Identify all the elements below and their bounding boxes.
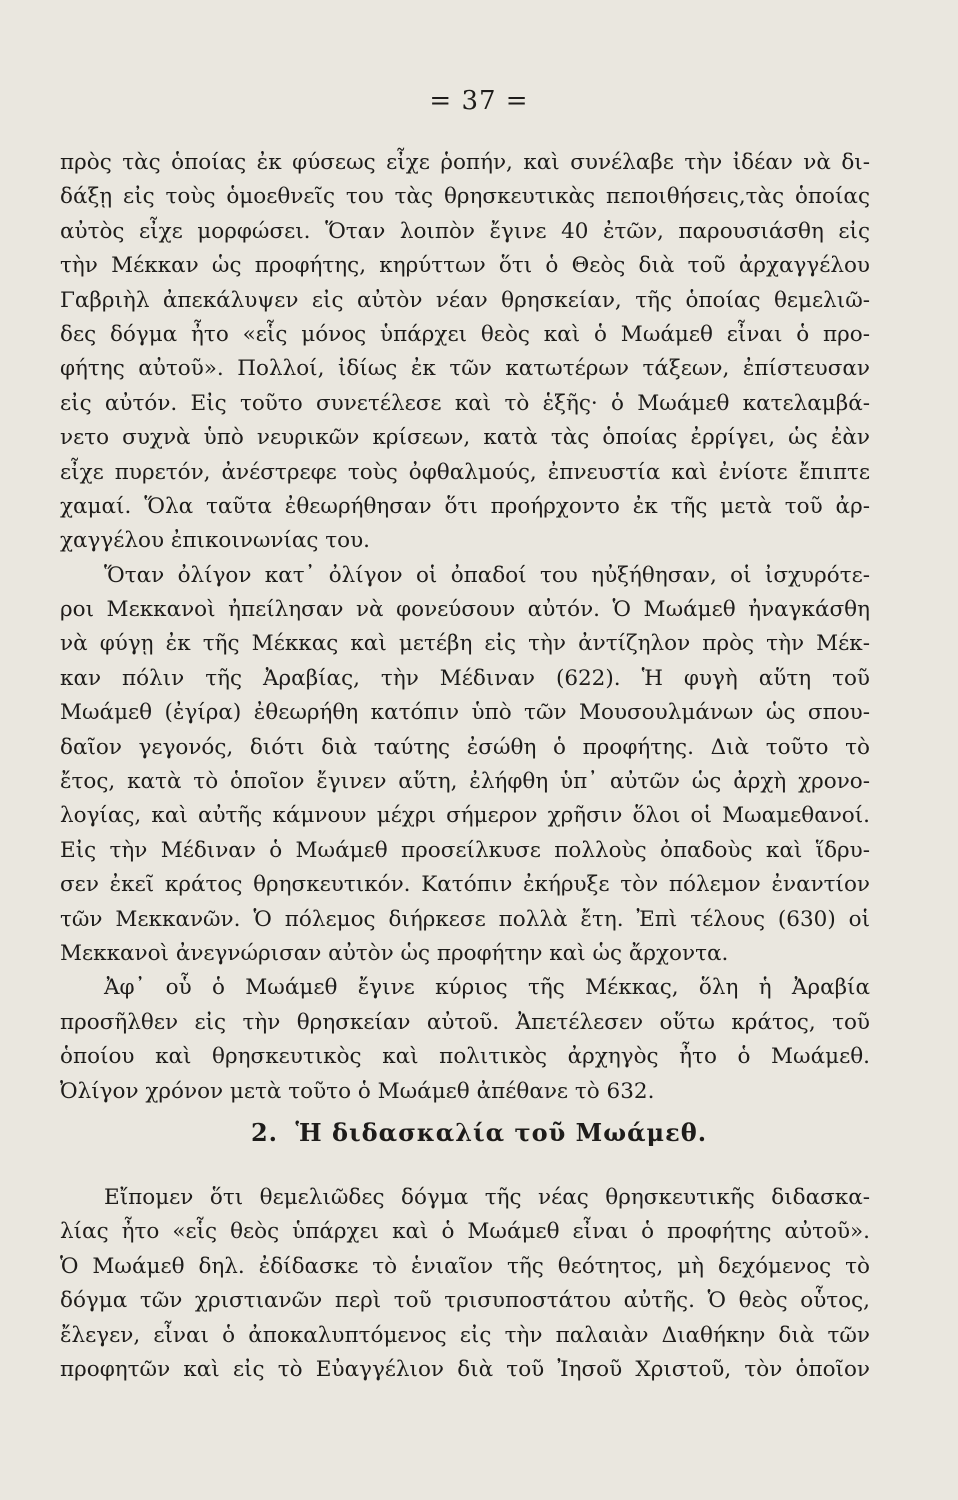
text-line: ἔτος, κατὰ τὸ ὁποῖον ἔγινεν αὕτη, ἐλήφθη ὑπ᾽ αὐτῶν ὡς ἀρχὴ χρονο- [60, 769, 870, 795]
text-line: λογίας, καὶ αὐτῆς κάμνουν μέχρι σήμερον χρῆσιν ὅλοι οἱ Μωαμεθανοί. [60, 803, 870, 829]
text-line: δαῖον γεγονός, διότι διὰ ταύτης ἐσώθη ὁ προφήτης. Διὰ τοῦτο τὸ [60, 734, 870, 760]
text-line: καν πόλιν τῆς Ἀραβίας, τὴν Μέδιναν (622). Ἡ φυγὴ αὕτη τοῦ [60, 665, 870, 691]
text-line: πρὸς τὰς ὁποίας ἐκ φύσεως εἶχε ῥοπήν, καὶ συνέλαβε τὴν ἰδέαν νὰ δι- [60, 150, 870, 175]
section-title: Ἡ διδασκαλία τοῦ Μωάμεθ. [295, 1118, 708, 1147]
text-line: δόγμα τῶν χριστιανῶν περὶ τοῦ τρισυποστάτου αὐτῆς. Ὁ θεὸς οὗτος, [60, 1288, 870, 1314]
text-line: φήτης αὐτοῦ». Πολλοί, ἰδίως ἐκ τῶν κατωτέρων τάξεων, ἐπίστευσαν [60, 356, 870, 382]
text-line: τὴν Μέκκαν ὡς προφήτης, κηρύττων ὅτι ὁ Θεὸς διὰ τοῦ ἀρχαγγέλου [60, 253, 870, 279]
main-text [60, 146, 870, 1109]
text-line: εἰς αὐτόν. Εἰς τοῦτο συνετέλεσε καὶ τὸ ἑξῆς· ὁ Μωάμεθ κατελαμβά- [60, 390, 870, 416]
text-line: χαμαί. Ὅλα ταῦτα ἐθεωρήθησαν ὅτι προήρχοντο ἐκ τῆς μετὰ τοῦ ἀρ- [60, 493, 870, 519]
text-line: Εἴπομεν ὅτι θεμελιῶδες δόγμα τῆς νέας θρησκευτικῆς διδασκα- [104, 1185, 870, 1210]
text-line: δες δόγμα ἦτο «εἷς μόνος ὑπάρχει θεὸς καὶ ὁ Μωάμεθ εἶναι ὁ προ- [60, 321, 870, 347]
text-line: λίας ἦτο «εἷς θεὸς ὑπάρχει καὶ ὁ Μωάμεθ εἶναι ὁ προφήτης αὐτοῦ». [60, 1219, 870, 1245]
text-line: Ὅταν ὀλίγον κατ᾽ ὀλίγον οἱ ὀπαδοί του ηὐξήθησαν, οἱ ἰσχυρότε- [104, 562, 870, 588]
text-line: δάξῃ εἰς τοὺς ὁμοεθνεῖς του τὰς θρησκευτικὰς πεποιθήσεις,τὰς ὁποίας [60, 184, 870, 210]
text-line: Ὁ Μωάμεθ δηλ. ἐδίδασκε τὸ ἑνιαῖον τῆς θεότητος, μὴ δεχόμενος τὸ [60, 1253, 870, 1279]
text-line: προφητῶν καὶ εἰς τὸ Εὐαγγέλιον διὰ τοῦ Ἰησοῦ Χριστοῦ, τὸν ὁποῖον [60, 1356, 870, 1382]
text-line: αὐτὸς εἶχε μορφώσει. Ὅταν λοιπὸν ἔγινε 40 ἐτῶν, παρουσιάσθη εἰς [60, 218, 870, 244]
text-line: ὁποίου καὶ θρησκευτικὸς καὶ πολιτικὸς ἀρχηγὸς ἦτο ὁ Μωάμεθ. [60, 1044, 870, 1070]
text-line: ἔλεγεν, εἶναι ὁ ἀποκαλυπτόμενος εἰς τὴν παλαιὰν Διαθήκην διὰ τῶν [60, 1322, 870, 1348]
text-line: Ἀφ᾽ οὗ ὁ Μωάμεθ ἔγινε κύριος τῆς Μέκκας, ὅλη ἡ Ἀραβία [104, 975, 870, 1001]
text-line: νετο συχνὰ ὑπὸ νευρικῶν κρίσεων, κατὰ τὰς ὁποίας ἐρρίγει, ὡς ἐὰν [60, 425, 870, 451]
text-line: εἶχε πυρετόν, ἀνέστρεφε τοὺς ὀφθαλμούς, ἐπνευστία καὶ ἐνίοτε ἔπιπτε [60, 459, 870, 485]
text-line: χαγγέλου ἐπικοινωνίας του. [60, 528, 371, 554]
text-line: προσῆλθεν εἰς τὴν θρησκείαν αὐτοῦ. Ἀπετέλεσεν οὕτω κράτος, τοῦ [60, 1009, 870, 1035]
text-line: Εἰς τὴν Μέδιναν ὁ Μωάμεθ προσείλκυσε πολλοὺς ὀπαδοὺς καὶ ἵδρυ- [60, 837, 870, 863]
text-line: Μεκκανοὶ ἀνεγνώρισαν αὐτὸν ὡς προφήτην καὶ ὡς ἄρχοντα. [60, 940, 729, 966]
text-line: Ὀλίγον χρόνον μετὰ τοῦτο ὁ Μωάμεθ ἀπέθανε τὸ 632. [60, 1078, 655, 1104]
text-line: ροι Μεκκανοὶ ἠπείλησαν νὰ φονεύσουν αὐτόν. Ὁ Μωάμεθ ἠναγκάσθη [60, 597, 870, 623]
page-number: = 37 = [429, 86, 529, 116]
text-line: σεν ἐκεῖ κράτος θρησκευτικόν. Κατόπιν ἐκήρυξε τὸν πόλεμον ἐναντίον [60, 872, 870, 898]
section-heading [0, 1118, 958, 1147]
section-number: 2. [250, 1118, 278, 1147]
text-line: νὰ φύγῃ ἐκ τῆς Μέκκας καὶ μετέβη εἰς τὴν ἀντίζηλον πρὸς τὴν Μέκ- [60, 631, 870, 657]
text-line: Μωάμεθ (ἐγίρα) ἐθεωρήθη κατόπιν ὑπὸ τῶν Μουσουλμάνων ὡς σπου- [60, 700, 870, 726]
section-text [60, 1181, 870, 1387]
text-line: Γαβριὴλ ἀπεκάλυψεν εἰς αὐτὸν νέαν θρησκείαν, τῆς ὁποίας θεμελιῶ- [60, 287, 870, 313]
text-line: τῶν Μεκκανῶν. Ὁ πόλεμος διήρκεσε πολλὰ ἔτη. Ἐπὶ τέλους (630) οἱ [60, 906, 870, 932]
